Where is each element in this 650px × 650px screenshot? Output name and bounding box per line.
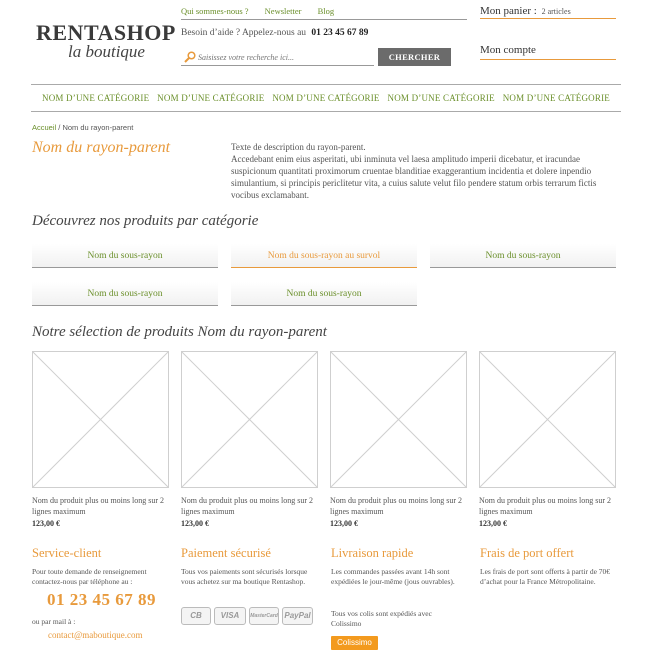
cb-logo-icon: CB: [181, 607, 211, 625]
delivery-text: Les commandes passées avant 14h sont expédiées le jour-même (jous ouvrables).: [331, 567, 455, 586]
service-mail-link[interactable]: contact@maboutique.com: [48, 630, 143, 640]
cart-label: Mon panier :: [480, 5, 537, 17]
product-image-placeholder[interactable]: [479, 351, 616, 488]
service-phone[interactable]: 01 23 45 67 89: [47, 590, 156, 609]
product-name[interactable]: Nom du produit plus ou moins long sur 2 lignes maximum: [479, 496, 612, 516]
subcategory-button[interactable]: Nom du sous-rayon: [32, 244, 218, 268]
product-image-placeholder[interactable]: [330, 351, 467, 488]
help-text: Besoin d’aide ? Appelez-nous au: [181, 28, 307, 38]
product-price: 123,00 €: [181, 519, 209, 528]
colissimo-logo-icon: Colissimo: [331, 636, 378, 650]
nav-item-category[interactable]: NOM D’UNE CATÉGORIE: [502, 93, 610, 103]
product-card[interactable]: [330, 351, 467, 528]
delivery-text-colissimo: Tous vos colis sont expédiés avec Colissimo: [331, 609, 432, 628]
cart[interactable]: [480, 5, 616, 19]
product-card[interactable]: [479, 351, 616, 528]
search-button[interactable]: CHERCHER: [378, 48, 451, 66]
shipping-text: Les frais de port sont offerts à partir de 70€ d’achat pour la France Métropolitaine.: [480, 567, 611, 586]
payment-title: Paiement sécurisé: [181, 546, 271, 560]
product-price: 123,00 €: [330, 519, 358, 528]
account-link[interactable]: Mon compte: [480, 44, 616, 60]
products-title: Notre sélection de produits Nom du rayon-parent: [32, 324, 327, 340]
search-input[interactable]: [198, 50, 370, 64]
nav-item-category[interactable]: NOM D’UNE CATÉGORIE: [387, 93, 495, 103]
nav-item-category[interactable]: NOM D’UNE CATÉGORIE: [157, 93, 265, 103]
subcategory-button[interactable]: Nom du sous-rayon: [430, 244, 616, 268]
top-links: [181, 6, 467, 20]
service-title: Service-client: [32, 546, 102, 560]
subcategory-button[interactable]: Nom du sous-rayon: [231, 282, 417, 306]
mastercard-logo-icon: MasterCard: [249, 607, 279, 625]
product-card[interactable]: [181, 351, 318, 528]
breadcrumb: [32, 123, 133, 132]
service-text: Pour toute demande de renseignement contactez-nous par téléphone au :: [32, 567, 147, 586]
product-card[interactable]: [32, 351, 169, 528]
visa-logo-icon: VISA: [214, 607, 246, 625]
product-image-placeholder[interactable]: [181, 351, 318, 488]
subcategory-button[interactable]: Nom du sous-rayon: [32, 282, 218, 306]
nav-item-category[interactable]: NOM D’UNE CATÉGORIE: [272, 93, 380, 103]
cart-count: 2 articles: [541, 7, 571, 16]
product-name[interactable]: Nom du produit plus ou moins long sur 2 lignes maximum: [32, 496, 165, 516]
delivery-title: Livraison rapide: [331, 546, 414, 560]
main-nav: [31, 84, 621, 112]
description-first-line: Texte de description du rayon-parent.: [231, 142, 366, 152]
page-title: Nom du rayon-parent: [32, 139, 171, 156]
subcategory-button-hover[interactable]: Nom du sous-rayon au survol: [231, 244, 417, 268]
category-description: [231, 141, 621, 201]
logo-main[interactable]: RENTASHOP: [36, 20, 176, 45]
logo-subtitle: la boutique: [68, 42, 145, 61]
help-phone: 01 23 45 67 89: [311, 28, 369, 38]
product-image-placeholder[interactable]: [32, 351, 169, 488]
help-line: [181, 28, 368, 38]
breadcrumb-home[interactable]: Accueil: [32, 123, 57, 132]
service-mail-label: ou par mail à :: [32, 617, 76, 626]
product-price: 123,00 €: [32, 519, 60, 528]
product-price: 123,00 €: [479, 519, 507, 528]
breadcrumb-separator: /: [58, 123, 61, 132]
search-bar: [181, 49, 374, 66]
breadcrumb-current: Nom du rayon-parent: [62, 123, 134, 132]
product-name[interactable]: Nom du produit plus ou moins long sur 2 lignes maximum: [330, 496, 463, 516]
top-link-about[interactable]: Qui sommes-nous ?: [181, 6, 249, 16]
payment-text: Tous vos paiements sont sécurisés lorsque vous achetez sur ma boutique Rentashop.: [181, 567, 308, 586]
top-link-newsletter[interactable]: Newsletter: [264, 6, 302, 16]
shipping-title: Frais de port offert: [480, 546, 574, 560]
nav-item-category[interactable]: NOM D’UNE CATÉGORIE: [42, 93, 150, 103]
top-link-blog[interactable]: Blog: [317, 6, 335, 16]
paypal-logo-icon: PayPal: [282, 607, 313, 625]
product-name[interactable]: Nom du produit plus ou moins long sur 2 lignes maximum: [181, 496, 314, 516]
search-icon: [184, 51, 196, 63]
description-body: Accedebant enim eius asperitati, ubi inminuta vel laesa amplitudo imperii dicebatur, et iracundae suspicionum quantitati proximorum cruentae blanditiae exaggerantium incidentia et dolere inpendio simulantium, si principis periclitetur vita, a cuius salute velut filo pendere statum orbis terrarum fictis vocibus exclamabant.: [231, 154, 597, 200]
subcategories-title: Découvrez nos produits par catégorie: [32, 213, 259, 229]
